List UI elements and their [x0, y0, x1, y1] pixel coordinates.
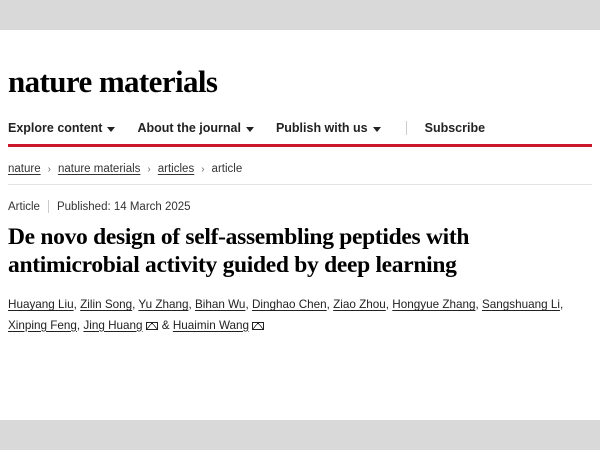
- article-meta: [8, 185, 592, 213]
- author-link[interactable]: Huayang Liu: [8, 298, 74, 312]
- author-link[interactable]: Yu Zhang: [138, 298, 189, 312]
- nav-item-subscribe[interactable]: [406, 121, 485, 135]
- nav-item-label: About the journal: [137, 121, 241, 135]
- author-link[interactable]: Jing Huang: [83, 318, 143, 332]
- author-entry: [173, 319, 265, 332]
- author-link[interactable]: Bihan Wu: [194, 298, 246, 312]
- author-entry: [138, 298, 195, 311]
- author-separator: &: [158, 318, 173, 332]
- email-icon[interactable]: [146, 322, 158, 330]
- breadcrumb-separator: ›: [147, 163, 151, 175]
- publication-date: Published: 14 March 2025: [56, 200, 191, 213]
- author-link[interactable]: Huaimin Wang: [172, 318, 250, 332]
- breadcrumb-separator: ›: [201, 163, 205, 175]
- author-entry: [195, 298, 252, 311]
- chevron-down-icon: [373, 127, 381, 132]
- breadcrumb-separator: ›: [47, 163, 51, 175]
- email-icon[interactable]: [252, 322, 264, 330]
- nav-item-publish-with-us[interactable]: [276, 121, 403, 135]
- chevron-down-icon: [107, 127, 115, 132]
- nav-item-label: Subscribe: [424, 121, 486, 135]
- author-entry: [482, 298, 563, 311]
- author-entry: [8, 319, 83, 332]
- author-separator: ,: [245, 298, 252, 312]
- author-link[interactable]: Dinghao Chen: [251, 298, 327, 312]
- author-entry: [333, 298, 392, 311]
- page-title: De novo design of self-assembling peptides with antimicrobial activity guided by deep learning: [8, 224, 470, 278]
- author-separator: ,: [385, 298, 393, 312]
- author-separator: ,: [475, 298, 482, 312]
- meta-divider: [48, 200, 49, 213]
- journal-logo[interactable]: nature materials: [8, 64, 218, 99]
- author-entry: [83, 319, 172, 332]
- article-page: [0, 30, 600, 420]
- breadcrumb: [8, 147, 592, 185]
- author-link[interactable]: Ziao Zhou: [333, 298, 386, 312]
- author-entry: [8, 298, 80, 311]
- nav-item-explore-content[interactable]: [8, 121, 137, 135]
- breadcrumb-item-article: article: [211, 163, 243, 175]
- breadcrumb-item-nature[interactable]: nature: [8, 163, 41, 175]
- article-type: Article: [8, 200, 40, 213]
- chevron-down-icon: [246, 127, 254, 132]
- author-entry: [252, 298, 333, 311]
- author-separator: ,: [132, 298, 139, 312]
- author-link[interactable]: Sangshuang Li: [481, 298, 560, 312]
- author-separator: ,: [559, 298, 564, 312]
- nav-item-about-the-journal[interactable]: [137, 121, 275, 135]
- nav-item-label: Explore content: [8, 121, 103, 135]
- author-entry: [80, 298, 138, 311]
- author-link[interactable]: Zilin Song: [80, 298, 133, 312]
- breadcrumb-item-nature-materials[interactable]: nature materials: [57, 163, 141, 175]
- author-link[interactable]: Xinping Feng: [8, 318, 77, 332]
- author-list: [8, 295, 588, 336]
- author-entry: [392, 298, 482, 311]
- breadcrumb-item-articles[interactable]: articles: [157, 163, 195, 175]
- masthead: [8, 30, 592, 107]
- author-separator: ,: [73, 298, 81, 312]
- author-link[interactable]: Hongyue Zhang: [392, 298, 476, 312]
- author-separator: ,: [188, 298, 195, 312]
- author-separator: ,: [326, 298, 334, 312]
- page-content: [0, 30, 600, 336]
- nav-item-label: Publish with us: [275, 121, 368, 135]
- author-separator: ,: [76, 318, 84, 332]
- main-navigation: [8, 121, 592, 147]
